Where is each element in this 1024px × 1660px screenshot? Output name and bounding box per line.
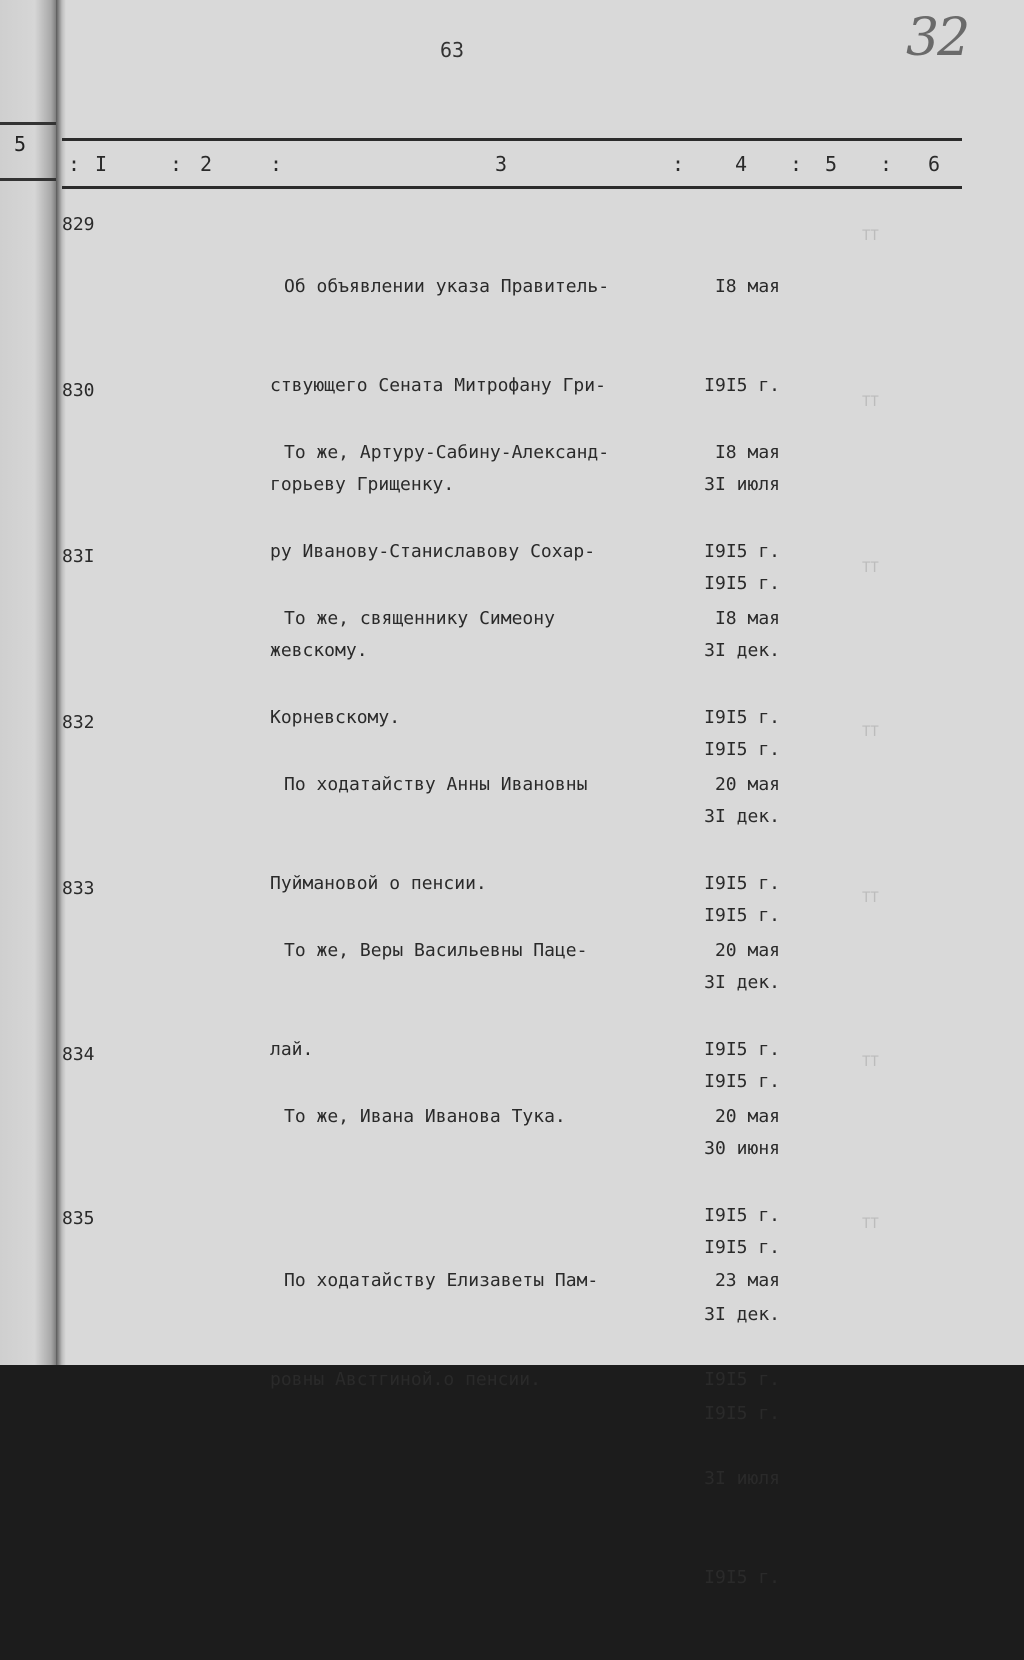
date-line: I9I5 г.: [704, 1071, 780, 1092]
header-column-6: 6: [928, 152, 941, 176]
date-line: I9I5 г.: [704, 905, 780, 926]
document-page: 5 63 32 : I : 2 : 3 : 4 : 5 : 6 ТТ ТТ ТТ ТТ ТТ ТТ ТТ 829 Об объявлении указа Правитель- ствующего Сената Митрофану Гри- горьеву Грищенку. I8 мая I9I5 г. 3I июля I9I5 г. 830 То же, Артуру-Сабину-Александ- ру Иванову-Станиславову Сохар- жевскому. I8 мая I9I5 г. 3I дек. I9I5 г. 83I То же, священнику Симеону Корневскому. I8 мая I9I5 г. 3I дек. I9I5 г. 832 По ходатайству Анны Ивановны Пуймановой о пенсии. 20 мая I9I5 г. 3I дек. I9I5 г. 833 То же, Веры Васильевны Паце- лай. 20 мая I9I5 г. 30 июня I9I5 г. 834 То же, Ивана Иванова Тука. 20 мая I9I5 г. 3I дек. I9I5 г. 835 По ходатайству Елизаветы Пам- ровны Австгиной.о пенсии. 23 мая I9I5 г. 3I июля I9I5 г.: [0, 0, 1024, 1365]
title-line: ру Иванову-Станиславову Сохар-: [270, 541, 596, 562]
date-line: I9I5 г.: [704, 1205, 780, 1226]
page-number: 63: [440, 38, 465, 62]
header-column-3: 3: [495, 152, 508, 176]
title-line: То же, Ивана Иванова Тука.: [284, 1106, 566, 1127]
date-line: I9I5 г.: [704, 707, 780, 728]
title-line: ровны Австгиной.о пенсии.: [270, 1369, 541, 1390]
header-column-5: 5: [825, 152, 838, 176]
entry-number: 83I: [62, 546, 95, 567]
date-line: I9I5 г.: [704, 1039, 780, 1060]
entry-number: 829: [62, 214, 95, 235]
date-line: I9I5 г.: [704, 739, 780, 760]
date-line: 20 мая: [714, 940, 780, 961]
date-line: I8 мая: [714, 276, 780, 297]
date-line: I9I5 г.: [704, 1403, 780, 1424]
title-line: То же, Артуру-Сабину-Александ-: [284, 442, 610, 463]
date-line: 20 мая: [714, 1106, 780, 1127]
date-line: I9I5 г.: [704, 1369, 780, 1390]
date-line: 3I дек.: [704, 806, 780, 827]
date-line: I8 мая: [714, 442, 780, 463]
title-line: По ходатайству Анны Ивановны: [284, 774, 588, 795]
date-line: 23 мая: [714, 1270, 780, 1291]
title-line: Об объявлении указа Правитель-: [284, 276, 610, 297]
entry-title: [270, 1198, 690, 1462]
header-separator: :: [270, 152, 283, 176]
facing-page-edge: [0, 0, 58, 1365]
header-column-1: I: [95, 152, 108, 176]
title-line: Корневскому.: [270, 707, 401, 728]
archive-sheet-number: 32: [906, 8, 969, 68]
date-line: 20 мая: [714, 774, 780, 795]
title-line: ствующего Сената Митрофану Гри-: [270, 375, 606, 396]
date-line: I9I5 г.: [704, 873, 780, 894]
title-line: Пуймановой о пенсии.: [270, 873, 487, 894]
date-line: 3I дек.: [704, 640, 780, 661]
header-separator: :: [880, 152, 893, 176]
date-line: I9I5 г.: [704, 1237, 780, 1258]
title-line: То же, Веры Васильевны Паце-: [284, 940, 588, 961]
header-column-2: 2: [200, 152, 213, 176]
header-separator: :: [68, 152, 81, 176]
date-line: I9I5 г.: [704, 375, 780, 396]
date-line: 30 июня: [704, 1138, 780, 1159]
date-line: 3I июля: [704, 1468, 780, 1489]
title-line: жевскому.: [270, 640, 368, 661]
date-line: I9I5 г.: [704, 573, 780, 594]
header-top-rule: [62, 138, 962, 141]
entry-title: [270, 1034, 690, 1199]
title-line: По ходатайству Елизаветы Пам-: [284, 1270, 599, 1291]
entry-number: 832: [62, 712, 95, 733]
facing-page-top-rule: [0, 122, 58, 125]
date-line: I9I5 г.: [704, 541, 780, 562]
facing-page-bottom-rule: [0, 178, 58, 181]
header-separator: :: [672, 152, 685, 176]
date-line: 3I июля: [704, 474, 780, 495]
date-line: I8 мая: [714, 608, 780, 629]
date-line: 3I дек.: [704, 1304, 780, 1325]
header-bottom-rule: [62, 186, 962, 189]
date-line: I9I5 г.: [704, 1567, 780, 1588]
entry-number: 834: [62, 1044, 95, 1065]
entry-number: 830: [62, 380, 95, 401]
entry-number: 835: [62, 1208, 95, 1229]
header-separator: :: [170, 152, 183, 176]
title-line: лай.: [270, 1039, 314, 1060]
entry-dates: [680, 1198, 780, 1660]
header-column-4: 4: [735, 152, 748, 176]
entry-number: 833: [62, 878, 95, 899]
title-line: горьеву Грищенку.: [270, 474, 455, 495]
date-line: 3I дек.: [704, 972, 780, 993]
title-line: То же, священнику Симеону: [284, 608, 555, 629]
book-gutter: [56, 0, 66, 1365]
header-separator: :: [790, 152, 803, 176]
facing-page-column-number: 5: [14, 132, 27, 156]
